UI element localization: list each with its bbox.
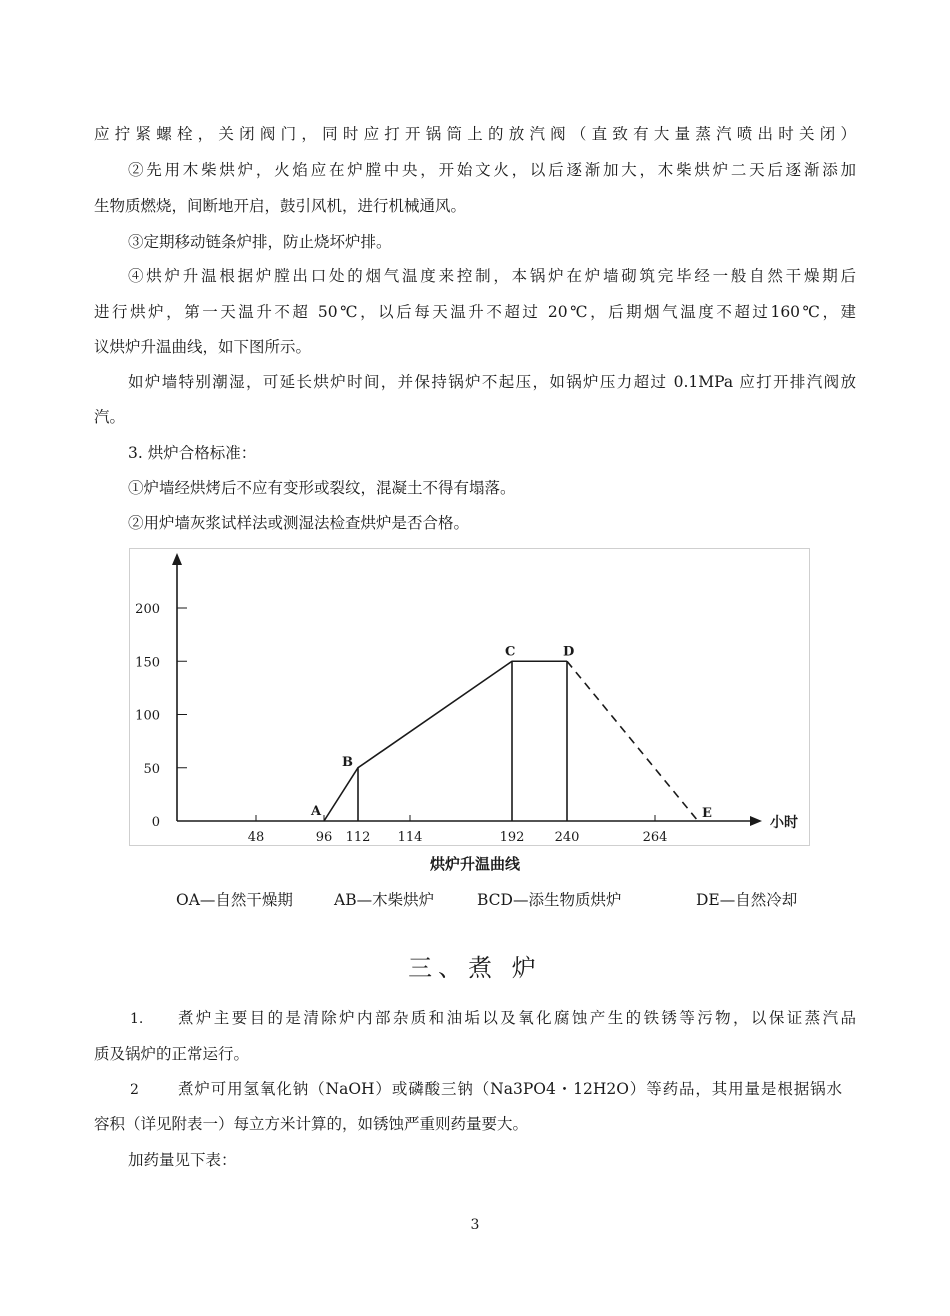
paragraph-standard-1: ①炉墙经烘烤后不应有变形或裂纹，混凝土不得有塌落。 bbox=[128, 479, 516, 497]
legend-ab: AB—木柴烘炉 bbox=[334, 891, 435, 909]
y-tick-label-2: 100 bbox=[135, 708, 160, 724]
paragraph-step-4-line1: ④烘炉升温根据炉膛出口处的烟气温度来控制，本锅炉在炉墙砌筑完毕经一般自然干燥期后 bbox=[128, 267, 856, 285]
item-1-line1: 煮炉主要目的是清除炉内部杂质和油垢以及氧化腐蚀产生的铁锈等污物，以保证蒸汽品 bbox=[178, 1009, 856, 1027]
paragraph-humidity-line2: 汽。 bbox=[94, 408, 126, 426]
item-1-number: 1. bbox=[130, 1011, 144, 1027]
paragraph-step-2-line1: ②先用木柴烘炉，火焰应在炉膛中央，开始文火，以后逐渐加大，木柴烘炉二天后逐渐添加 bbox=[128, 161, 856, 179]
section-title: 三、煮 炉 bbox=[408, 954, 542, 982]
legend-de: DE—自然冷却 bbox=[696, 891, 798, 909]
x-tick-label-0: 48 bbox=[247, 830, 265, 845]
y-tick-label-0: 0 bbox=[151, 815, 160, 830]
point-label-C: C bbox=[505, 644, 516, 660]
dosage-note: 加药量见下表： bbox=[128, 1151, 237, 1169]
x-tick-label-2: 112 bbox=[345, 830, 371, 845]
paragraph-standard-2: ②用炉墙灰浆试样法或测湿法检查烘炉是否合格。 bbox=[128, 514, 470, 532]
y-axis-arrow bbox=[172, 553, 182, 565]
paragraph-step-3: ③定期移动链条炉排，防止烧坏炉排。 bbox=[128, 233, 392, 251]
y-tick-label-4: 200 bbox=[135, 602, 160, 617]
series-line-dashed bbox=[567, 661, 698, 821]
paragraph-step-4-line3: 议烘炉升温曲线，如下图所示。 bbox=[94, 338, 312, 356]
page-number: 3 bbox=[470, 1217, 480, 1233]
y-tick-label-3: 150 bbox=[135, 655, 160, 671]
legend-bcd: BCD—添生物质烘炉 bbox=[477, 891, 622, 909]
legend-oa: OA—自然干燥期 bbox=[176, 891, 293, 909]
paragraph-step-4-line2: 进行烘炉，第一天温升不超 50℃，以后每天温升不超过 20℃，后期烟气温度不超过160℃，建 bbox=[94, 303, 856, 321]
x-tick-label-4: 192 bbox=[499, 830, 525, 845]
x-tick-label-1: 96 bbox=[315, 830, 333, 845]
x-tick-label-5: 240 bbox=[554, 830, 580, 845]
x-tick-label-6: 264 bbox=[642, 830, 668, 845]
point-label-D: D bbox=[563, 644, 575, 660]
series-line-solid bbox=[324, 661, 567, 821]
item-2-number: 2 bbox=[130, 1082, 139, 1098]
chart-figure bbox=[129, 548, 810, 846]
item-2-line1: 煮炉可用氢氧化钠（NaOH）或磷酸三钠（Na3PO4・12H2O）等药品，其用量是根据锅水 bbox=[178, 1080, 842, 1098]
point-label-E: E bbox=[702, 806, 712, 821]
x-tick-label-3: 114 bbox=[397, 830, 423, 845]
chart-caption: 烘炉升温曲线 bbox=[429, 855, 520, 873]
paragraph-humidity-line1: 如炉墙特别潮湿，可延长烘炉时间，并保持锅炉不起压，如锅炉压力超过 0.1MPa 应打开排汽阀放 bbox=[128, 373, 856, 391]
point-label-B: B bbox=[342, 754, 353, 770]
paragraph-continuation: 应拧紧螺栓，关闭阀门，同时应打开锅筒上的放汽阀（直致有大量蒸汽喷出时关闭） bbox=[94, 125, 856, 143]
item-2-line2: 容积（详见附表一）每立方米计算的，如锈蚀严重则药量要大。 bbox=[94, 1115, 529, 1133]
x-axis-label: 小时 bbox=[770, 815, 798, 831]
oven-heating-chart bbox=[130, 549, 809, 845]
y-tick-label-1: 50 bbox=[143, 761, 160, 777]
point-label-A: A bbox=[311, 804, 322, 819]
paragraph-standard-heading: 3. 烘炉合格标准： bbox=[128, 444, 257, 462]
paragraph-step-2-line2: 生物质燃烧，间断地开启，鼓引风机，进行机械通风。 bbox=[94, 197, 467, 215]
x-axis-arrow bbox=[750, 816, 762, 826]
item-1-line2: 质及锅炉的正常运行。 bbox=[94, 1045, 250, 1063]
